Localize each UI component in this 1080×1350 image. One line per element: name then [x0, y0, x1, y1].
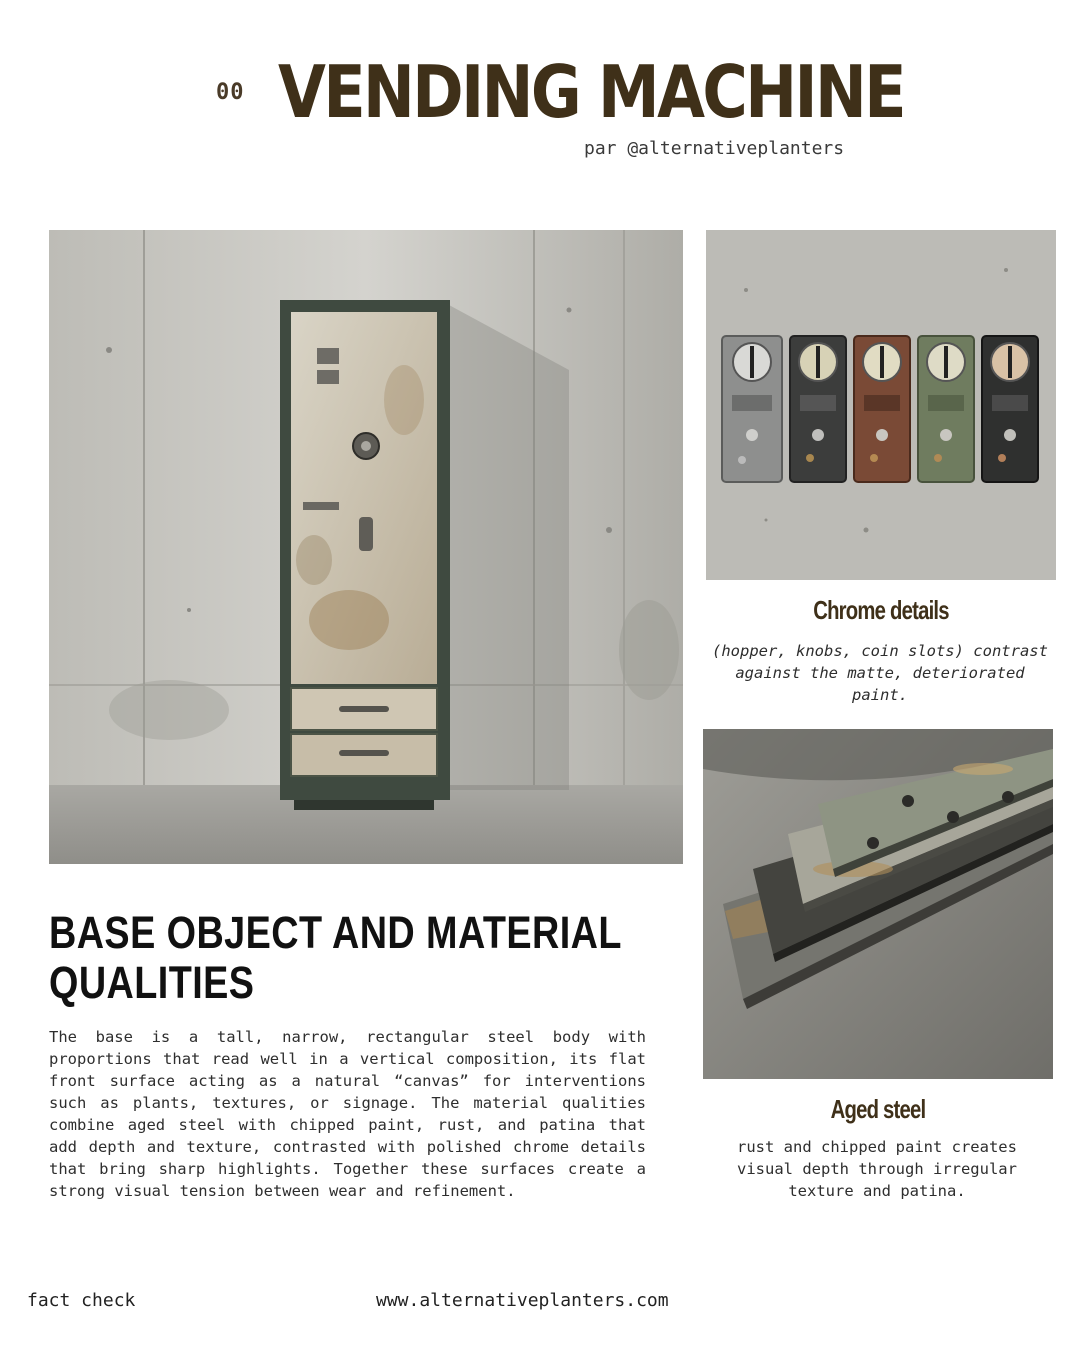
- aged-steel-caption: rust and chipped paint creates visual depth through irregular texture and patina.: [737, 1138, 1017, 1200]
- cabinet-photo: [49, 230, 683, 864]
- byline: par @alternativeplanters: [584, 138, 845, 159]
- footer-website-link[interactable]: www.alternativeplanters.com: [376, 1290, 669, 1311]
- chrome-details-title: Chrome details: [813, 595, 949, 625]
- coin-slot-panels-photo: [706, 230, 1056, 580]
- aged-steel-title: Aged steel: [830, 1094, 926, 1124]
- chrome-details-caption: (hopper, knobs, coin slots) contrast against the matte, deteriorated paint.: [712, 642, 1048, 704]
- section-title: BASE OBJECT AND MATERIAL QUALITIES: [49, 907, 622, 1008]
- footer-fact-check: fact check: [27, 1290, 136, 1311]
- section-body: The base is a tall, narrow, rectangular steel body with proportions that read well in a vertical composition, its flat front surface acting as a natural “canvas” for interventions such as plants, textures, or signage. The material qualities combine aged steel with chipped paint, rust, and patina that add depth and texture, contrasted with polished chrome details that bring sharp highlights. Together these surfaces create a strong visual tension between wear and refinement.: [49, 1028, 646, 1200]
- page-title: VENDING MACHINE: [278, 50, 904, 134]
- issue-number: 00: [216, 80, 245, 105]
- steel-plates-photo: [703, 729, 1053, 1079]
